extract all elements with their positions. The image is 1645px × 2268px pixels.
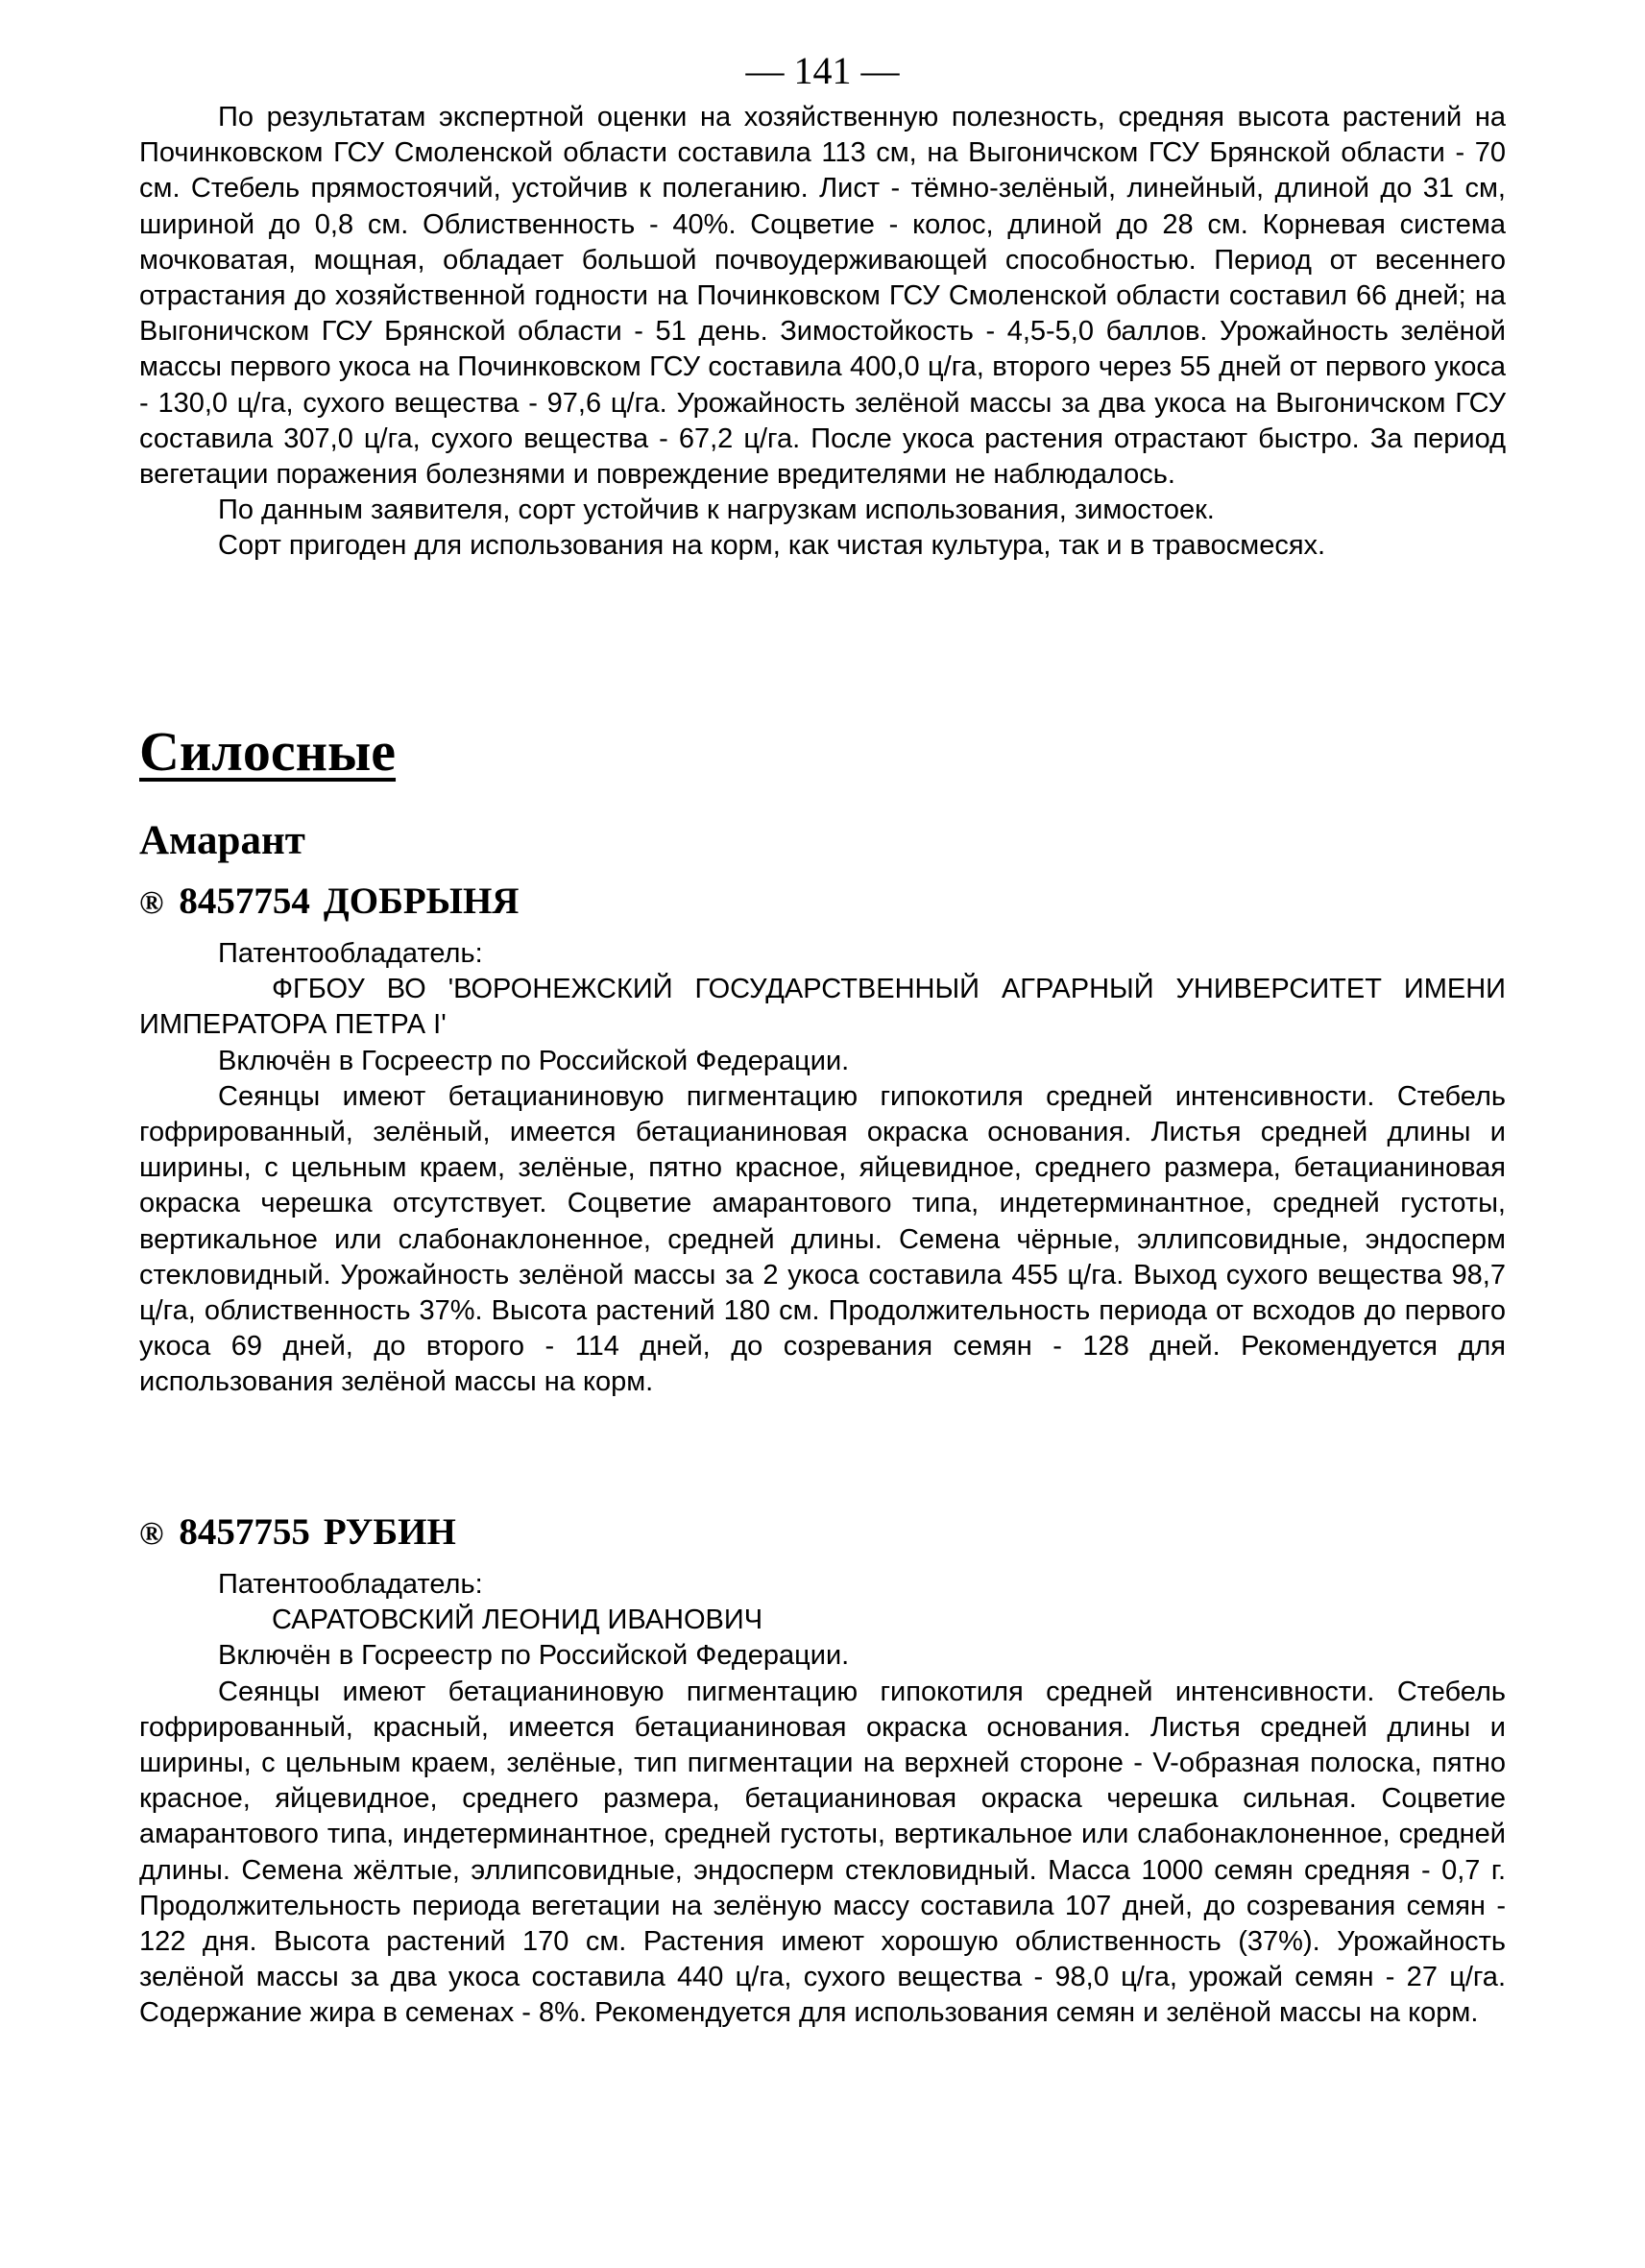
culture-title: Амарант [139,818,305,863]
variety-number: 8457755 [179,1511,310,1553]
intro-paragraph: По результатам экспертной оценки на хозяйственную полезность, средняя высота растений на Починковском ГСУ Смоленской области составила 113 см, на Выгоничском ГСУ Брянской области - 70 см. Стебель прямостоячий, устойчив к полеганию. Лист - тёмно-зелёный, линейный, длиной до 31 см, шириной до 0,8 см. Облиственность - 40%. Соцветие - колос, длиной до 28 см. Корневая система мочковатая, мощная, обладает большой почвоудерживающей способностью. Период от весеннего отрастания до хозяйственной годности на Починковском ГСУ Смоленской области составил 66 дней; на Выгоничском ГСУ Брянской области - 51 день. Зимостойкость - 4,5-5,0 баллов. Урожайность зелёной массы первого укоса на Починковском ГСУ составила 400,0 ц/га, второго через 55 дней от первого укоса - 130,0 ц/га, сухого вещества - 97,6 ц/га. Урожайность зелёной массы за два укоса на Выгоничском ГСУ составила 307,0 ц/га, сухого вещества - 67,2 ц/га. После укоса растения отрастают быстро. За период вегетации поражения болезнями и повреждение вредителями не наблюдалось. [139,102,1506,491]
registry-status: Включён в Госреестр по Российской Федерации. [218,1045,850,1076]
section-title: Силосные [139,720,397,783]
variety-description: Сеянцы имеют бетацианиновую пигментацию гипокотиля средней интенсивности. Стебель гофрированный, зелёный, имеется бетацианиновая окраска основания. Листья средней длины и ширины, с цельным краем, зелёные, пятно красное, яйцевидное, среднего размера, бетацианиновая окраска черешка отсутствует. Соцветие амарантового типа, индетерминантное, средней густоты, вертикальное или слабонаклоненное, средней длины. Семена чёрные, эллипсовидные, эндосперм стекловидный. Урожайность зелёной массы за 2 укоса составила 455 ц/га. Выход сухого вещества 98,7 ц/га, облиственность 37%. Высота растений 180 см. Продолжительность периода от всходов до первого укоса 69 дней, до второго - 114 дней, до созревания семян - 128 дней. Рекомендуется для использования зелёной массы на корм. [139,1080,1506,1398]
holder-name: САРАТОВСКИЙ ЛЕОНИД ИВАНОВИЧ [272,1604,763,1636]
variety-name: РУБИН [323,1511,456,1553]
registry-status: Включён в Госреестр по Российской Федерации. [218,1640,850,1672]
variety-number: 8457754 [179,881,310,922]
holder-name: ФГБОУ ВО 'ВОРОНЕЖСКИЙ ГОСУДАРСТВЕННЫЙ АГРАРНЫЙ УНИВЕРСИТЕТ ИМЕНИ ИМПЕРАТОРА ПЕТРА I' [139,974,1506,1041]
variety-block [139,936,1506,1401]
intro-block [139,100,1506,565]
registered-icon: ® [139,885,164,921]
intro-paragraph: По данным заявителя, сорт устойчив к нагрузкам использования, зимостоек. [218,495,1215,526]
variety-heading [139,1509,456,1557]
page-number: — 141 — [745,49,900,92]
holder-label: Патентообладатель: [218,1569,483,1600]
registered-icon: ® [139,1516,164,1552]
holder-label: Патентообладатель: [218,938,483,969]
variety-description: Сеянцы имеют бетацианиновую пигментацию гипокотиля средней интенсивности. Стебель гофрированный, красный, имеется бетацианиновая окраска основания. Листья средней длины и ширины, с цельным краем, зелёные, тип пигментации на верхней стороне - V-образная полоска, пятно красное, яйцевидное, среднего размера, бетацианиновая окраска черешка сильная. Соцветие амарантового типа, индетерминантное, средней густоты, вертикальное или слабонаклоненное, средней длины. Семена жёлтые, эллипсовидные, эндосперм стекловидный. Масса 1000 семян средняя - 0,7 г. Продолжительность периода вегетации на зелёную массу составила 107 дней, до созревания семян - 122 дня. Высота растений 170 см. Растения имеют хорошую облиственность (37%). Урожайность зелёной массы за два укоса составила 440 ц/га, сухого вещества - 98,0 ц/га, урожай семян - 27 ц/га. Содержание жира в семенах - 8%. Рекомендуется для использования семян и зелёной массы на корм. [139,1676,1506,2029]
variety-block [139,1567,1506,2032]
intro-paragraph: Сорт пригоден для использования на корм, как чистая культура, так и в травосмесях. [218,530,1326,562]
variety-heading [139,879,519,927]
variety-name: ДОБРЫНЯ [323,881,520,922]
